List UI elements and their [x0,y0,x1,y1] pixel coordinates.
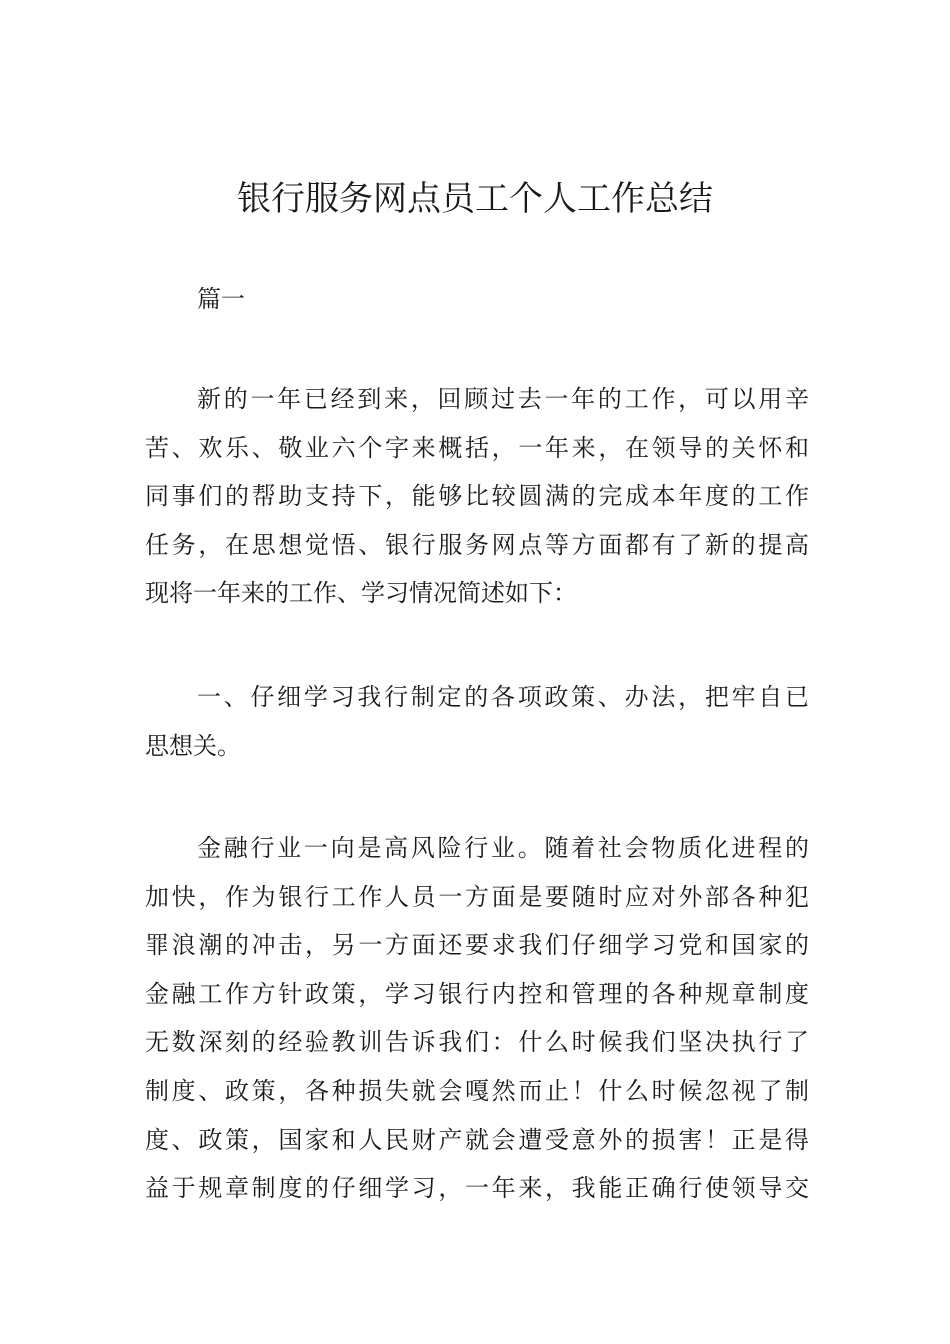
paragraph-line: 度、政策，国家和人民财产就会遭受意外的损害！正是得 [145,1125,809,1154]
paragraph-line: 金融工作方针政策，学习银行内控和管理的各种规章制度 [145,979,809,1008]
document-title: 银行服务网点员工个人工作总结 [237,179,713,219]
paragraph-line: 益于规章制度的仔细学习，一年来，我能正确行使领导交 [145,1174,809,1203]
paragraph-line: 制度、政策，各种损失就会嘎然而止！什么时候忽视了制 [145,1076,809,1105]
paragraph-line: 任务，在思想觉悟、银行服务网点等方面都有了新的提高 [145,530,809,559]
paragraph-line: 金融行业一向是高风险行业。随着社会物质化进程的 [197,834,809,862]
paragraph-line: 一、仔细学习我行制定的各项政策、办法，把牢自已 [197,683,809,711]
section-label: 篇一 [197,285,245,313]
paragraph-line: 思想关。 [145,731,241,760]
paragraph-line: 同事们的帮助支持下，能够比较圆满的完成本年度的工作 [145,482,809,511]
paragraph-line: 加快，作为银行工作人员一方面是要随时应对外部各种犯 [145,882,809,911]
paragraph-line: 无数深刻的经验教训告诉我们：什么时候我们坚决执行了 [145,1028,809,1057]
paragraph-body [145,824,809,1213]
paragraph-line: 罪浪潮的冲击，另一方面还要求我们仔细学习党和国家的 [145,931,809,960]
paragraph-intro [145,375,809,618]
paragraph-line: 苦、欢乐、敬业六个字来概括，一年来，在领导的关怀和 [145,433,809,462]
paragraph-line: 现将一年来的工作、学习情况简述如下： [145,579,577,608]
paragraph-line: 新的一年已经到来，回顾过去一年的工作，可以用辛 [197,385,809,413]
paragraph-heading-one [145,673,809,770]
